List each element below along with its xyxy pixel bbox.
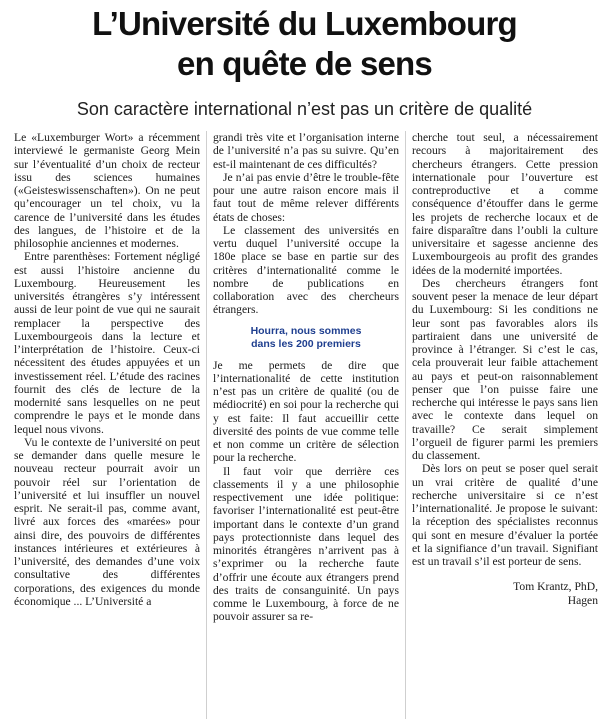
column-divider	[405, 131, 406, 719]
paragraph: Vu le contexte de l’université on peut se demander dans quelle mesure le nouveau recteur pourrait avoir un pouvoir réel sur l’orientation de l’université et lui insuffler un nouvel esprit. Ne serait-il pas, comme avant, livré aux forces des «marées» pour ainsi dire, des pouvoirs de différentes instances intérieures et extérieures à l’université, des demandes d’une voix consultative des différentes corporations, des exigences du monde économique ... L’Université a	[14, 435, 200, 608]
article-column-3	[412, 131, 598, 721]
subheadline: Son caractère international n’est pas un critère de qualité	[76, 99, 533, 119]
paragraph: Dès lors on peut se poser quel serait un vrai critère de qualité d’une recherche universitaire si ce n’est l’internationalité. Je propose le suivant: la réception des spécialistes reconnus qui sont en mesure d’évaluer la portée et la signifiance d’un travail. Signifiant est un travail s’il est porteur de sens.	[412, 462, 598, 568]
paragraph: Je me permets de dire que l’internationalité de cette institution n’est pas un critère de qualité (ou de médiocrité) en soi pour la recherche qui y est faite: Il faut accueillir cette diversité des points de vue comme telle et non comme un critère de sélection pour la recherche.	[213, 358, 399, 465]
intertitle-line-2: dans les 200 premiers	[251, 337, 361, 350]
author-location: Hagen	[567, 593, 598, 607]
paragraph: Entre parenthèses: Fortement négligé est aussi l’histoire ancienne du Luxembourg. Heureusement les universités étrangères s’y intéressent aussi de leur point de vue qui ne saurait remplacer la perspective des Luxembourgeois dans la lecture et l’interprétation de l’histoire. Ceux-ci nécessitent des études appuyées et un investissement réel. L’étude des racines fournit des clés de lecture de la modernité sans lesquelles on ne peut comprendre le pays et le monde dans lequel nous vivons.	[14, 250, 200, 436]
paragraph: Je n’ai pas envie d’être le trouble-fête pour une autre raison encore mais il faut tout de même relever différents états de choses:	[213, 170, 399, 224]
headline-line-2: en quête de sens	[177, 45, 432, 82]
article-column-2	[213, 131, 399, 721]
paragraph: Le classement des universités en vertu duquel l’université occupe la 180e place se base en partie sur des critères d’internationalité comme le nombre de publications en collaboration avec des chercheurs étrangers.	[213, 223, 399, 317]
article-column-1	[14, 131, 200, 721]
paragraph: Le «Luxemburger Wort» a récemment interviewé le germaniste Georg Mein sur l’éventualité d’un choix de recteur issu des sciences humaines («Geisteswissenschaften»). On ne peut qu’encourager un tel choix, vu la carence de l’université dans les études des langues, de l’histoire et de la philosophie anciennes et modernes.	[14, 131, 200, 250]
intertitle	[213, 325, 399, 351]
author-name: Tom Krantz, PhD,	[513, 580, 598, 594]
paragraph: Des chercheurs étrangers font souvent peser la menace de leur départ du Luxembourg: Si les conditions ne leur sont pas favorables alors ils partiraient dans une université de province à l’étranger. Si c’est le cas, cela prouverait leur faible attachement au pays et peut-on raisonnablement penser que l’on puisse faire une recherche qui intéresse le pays sans lien avec le contexte dans lequel on travaille? Ce serait simplement l’orgueil de figurer parmi les premiers du classement.	[412, 276, 598, 462]
paragraph: Il faut voir que derrière ces classements il y a une philosophie respectivement une idée politique: favoriser l’internationalité est peut-être important dans le contexte d’un grand pays protectionniste dans lequel des minorités étrangères n’arrivent pas à s’exprimer ou la recherche faute d’offrir une écoute aux étrangers prend des traits de consanguinité. Un pays comme le Luxembourg, à force de ne pouvoir assurer sa re-	[213, 464, 399, 624]
column-divider	[206, 131, 207, 719]
headline-line-1: L’Université du Luxembourg	[92, 5, 517, 42]
paragraph: grandi très vite et l’organisation interne de l’université n’a pas su suivre. Qu’en est-il maintenant de ces difficultés?	[213, 131, 399, 171]
author-signature	[412, 580, 598, 607]
paragraph: cherche tout seul, a nécessairement recours à majoritairement des chercheurs étrangers. Cette pression internationale pour l’ouverture est contreproductive et a comme conséquence d’étouffer dans le germe les projets de recherche locaux et de faire disparaître dans l’oubli la culture universitaire et sagesse ancienne des Luxembourgeois au profit des grandes idées de la modernité importées.	[412, 131, 598, 277]
headline	[0, 4, 609, 84]
intertitle-line-1: Hourra, nous sommes	[250, 324, 362, 337]
